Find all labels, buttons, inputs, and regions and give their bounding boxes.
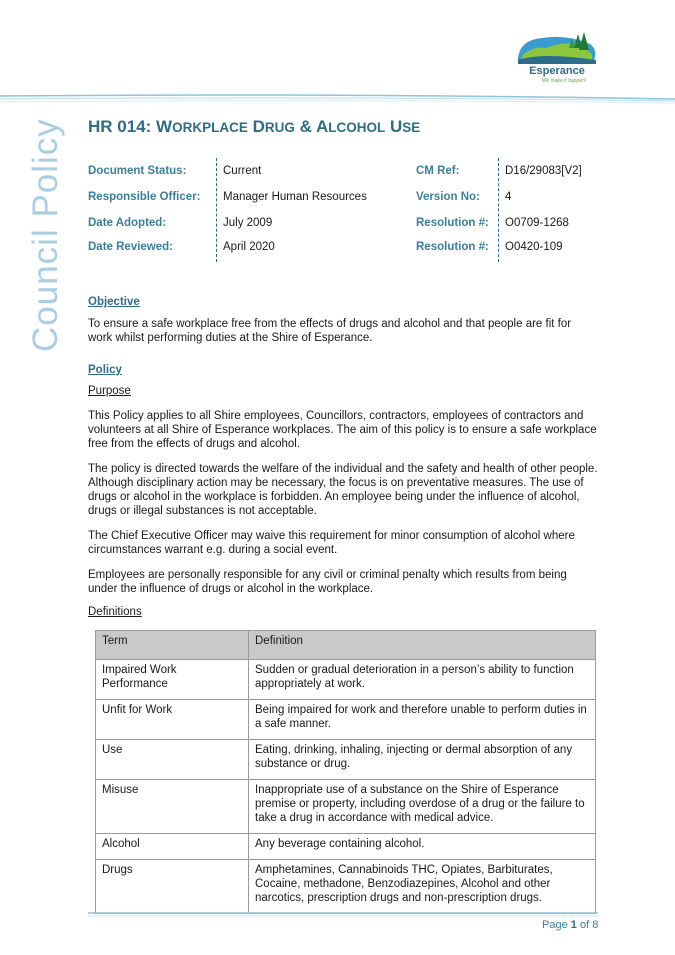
page-prefix: Page	[542, 919, 568, 931]
table-cell-definition: Being impaired for work and therefore unable to perform duties in a safe manner.	[249, 700, 596, 740]
definitions-table	[95, 630, 596, 914]
meta-label-responsible-officer: Responsible Officer:	[88, 191, 201, 203]
title-ampersand: &	[299, 117, 312, 136]
policy-heading: Policy	[88, 364, 122, 376]
table-cell-definition: Inappropriate use of a substance on the Shire of Esperance premise or property, including overdose of a drug or the failure to take a drug in accordance with medical advice.	[249, 780, 596, 834]
logo-tagline: We make it happen!	[541, 78, 587, 84]
meta-label-document-status: Document Status:	[88, 165, 187, 177]
table-row	[96, 740, 596, 780]
header-rule	[0, 93, 675, 105]
meta-value-responsible-officer: Manager Human Resources	[223, 191, 367, 203]
meta-label-date-adopted: Date Adopted:	[88, 217, 167, 229]
table-row	[96, 660, 596, 700]
meta-value-date-reviewed: April 2020	[223, 241, 275, 253]
title-word-alcohol: A	[315, 117, 329, 136]
page-total: 8	[592, 919, 599, 931]
shire-of-esperance-logo	[512, 30, 598, 86]
meta-separator-right	[498, 158, 499, 262]
title-code: HR 014:	[88, 117, 152, 136]
table-row	[96, 860, 596, 914]
table-row	[96, 780, 596, 834]
meta-separator-left	[216, 158, 217, 262]
table-row	[96, 700, 596, 740]
title-word-use: U	[390, 117, 403, 136]
page-number	[542, 919, 598, 931]
table-cell-definition: Any beverage containing alcohol.	[249, 834, 596, 860]
page-of: of	[579, 919, 590, 931]
title-word-drug: D	[252, 117, 265, 136]
meta-value-version-no: 4	[505, 191, 512, 203]
table-cell-definition: Eating, drinking, inhaling, injecting or dermal absorption of any substance or drug.	[249, 740, 596, 780]
meta-value-cm-ref: D16/29083[V2]	[505, 165, 582, 177]
table-cell-term: Drugs	[96, 860, 249, 914]
table-cell-term: Use	[96, 740, 249, 780]
page-title: HR 014: WORKPLACE DRUG & ALCOHOL USE	[88, 117, 421, 136]
page-current: 1	[570, 919, 577, 931]
table-header-row	[96, 631, 596, 660]
meta-value-date-adopted: July 2009	[223, 217, 273, 229]
table-row	[96, 834, 596, 860]
meta-value-document-status: Current	[223, 165, 262, 177]
table-cell-term: Misuse	[96, 780, 249, 834]
logo-text: Esperance	[529, 65, 585, 77]
title-word-workplace: W	[156, 117, 173, 136]
definitions-heading: Definitions	[88, 606, 142, 618]
policy-paragraph-4: Employees are personally responsible for any civil or criminal penalty which results from being under the influence of drugs or alcohol in the workplace.	[88, 569, 567, 595]
objective-heading: Objective	[88, 296, 140, 308]
side-title-council-policy: Council Policy	[26, 118, 65, 352]
table-cell-definition: Sudden or gradual deterioration in a person’s ability to function appropriately at work.	[249, 660, 596, 700]
table-cell-term: Impaired Work Performance	[96, 660, 249, 700]
policy-paragraph-2: The policy is directed towards the welfare of the individual and the safety and health of other people. Although disciplinary action may be necessary, the focus is on preventative measures. The use of drugs or alcohol in the workplace is forbidden. An employee being under the influence of alcohol, drugs or illegal substances is not acceptable.	[88, 463, 598, 517]
table-cell-term: Alcohol	[96, 834, 249, 860]
meta-value-resolution-1: O0709-1268	[505, 217, 569, 229]
table-cell-definition: Amphetamines, Cannabinoids THC, Opiates, Barbiturates, Cocaine, methadone, Benzodiazepines, Alcohol and other narcotics, prescription drugs and non-prescription drugs.	[249, 860, 596, 914]
meta-value-resolution-2: O0420-109	[505, 241, 563, 253]
table-cell-term: Unfit for Work	[96, 700, 249, 740]
meta-label-date-reviewed: Date Reviewed:	[88, 241, 174, 253]
meta-label-resolution-2: Resolution #:	[416, 241, 489, 253]
meta-label-version-no: Version No:	[416, 191, 480, 203]
purpose-heading: Purpose	[88, 385, 131, 397]
footer-rule	[88, 912, 598, 918]
policy-paragraph-1: This Policy applies to all Shire employees, Councillors, contractors, employees of contractors and volunteers at all Shire of Esperance workplaces. The aim of this policy is to ensure a safe workplace free from the effects of drugs and alcohol.	[88, 410, 597, 450]
table-header-definition: Definition	[249, 631, 596, 660]
policy-paragraph-3: The Chief Executive Officer may waive this requirement for minor consumption of alcohol where circumstances warrant e.g. during a social event.	[88, 530, 575, 556]
table-header-term: Term	[96, 631, 249, 660]
objective-text: To ensure a safe workplace free from the effects of drugs and alcohol and that people are fit for work whilst performing duties at the Shire of Esperance.	[88, 318, 572, 344]
meta-label-cm-ref: CM Ref:	[416, 165, 460, 177]
meta-label-resolution-1: Resolution #:	[416, 217, 489, 229]
